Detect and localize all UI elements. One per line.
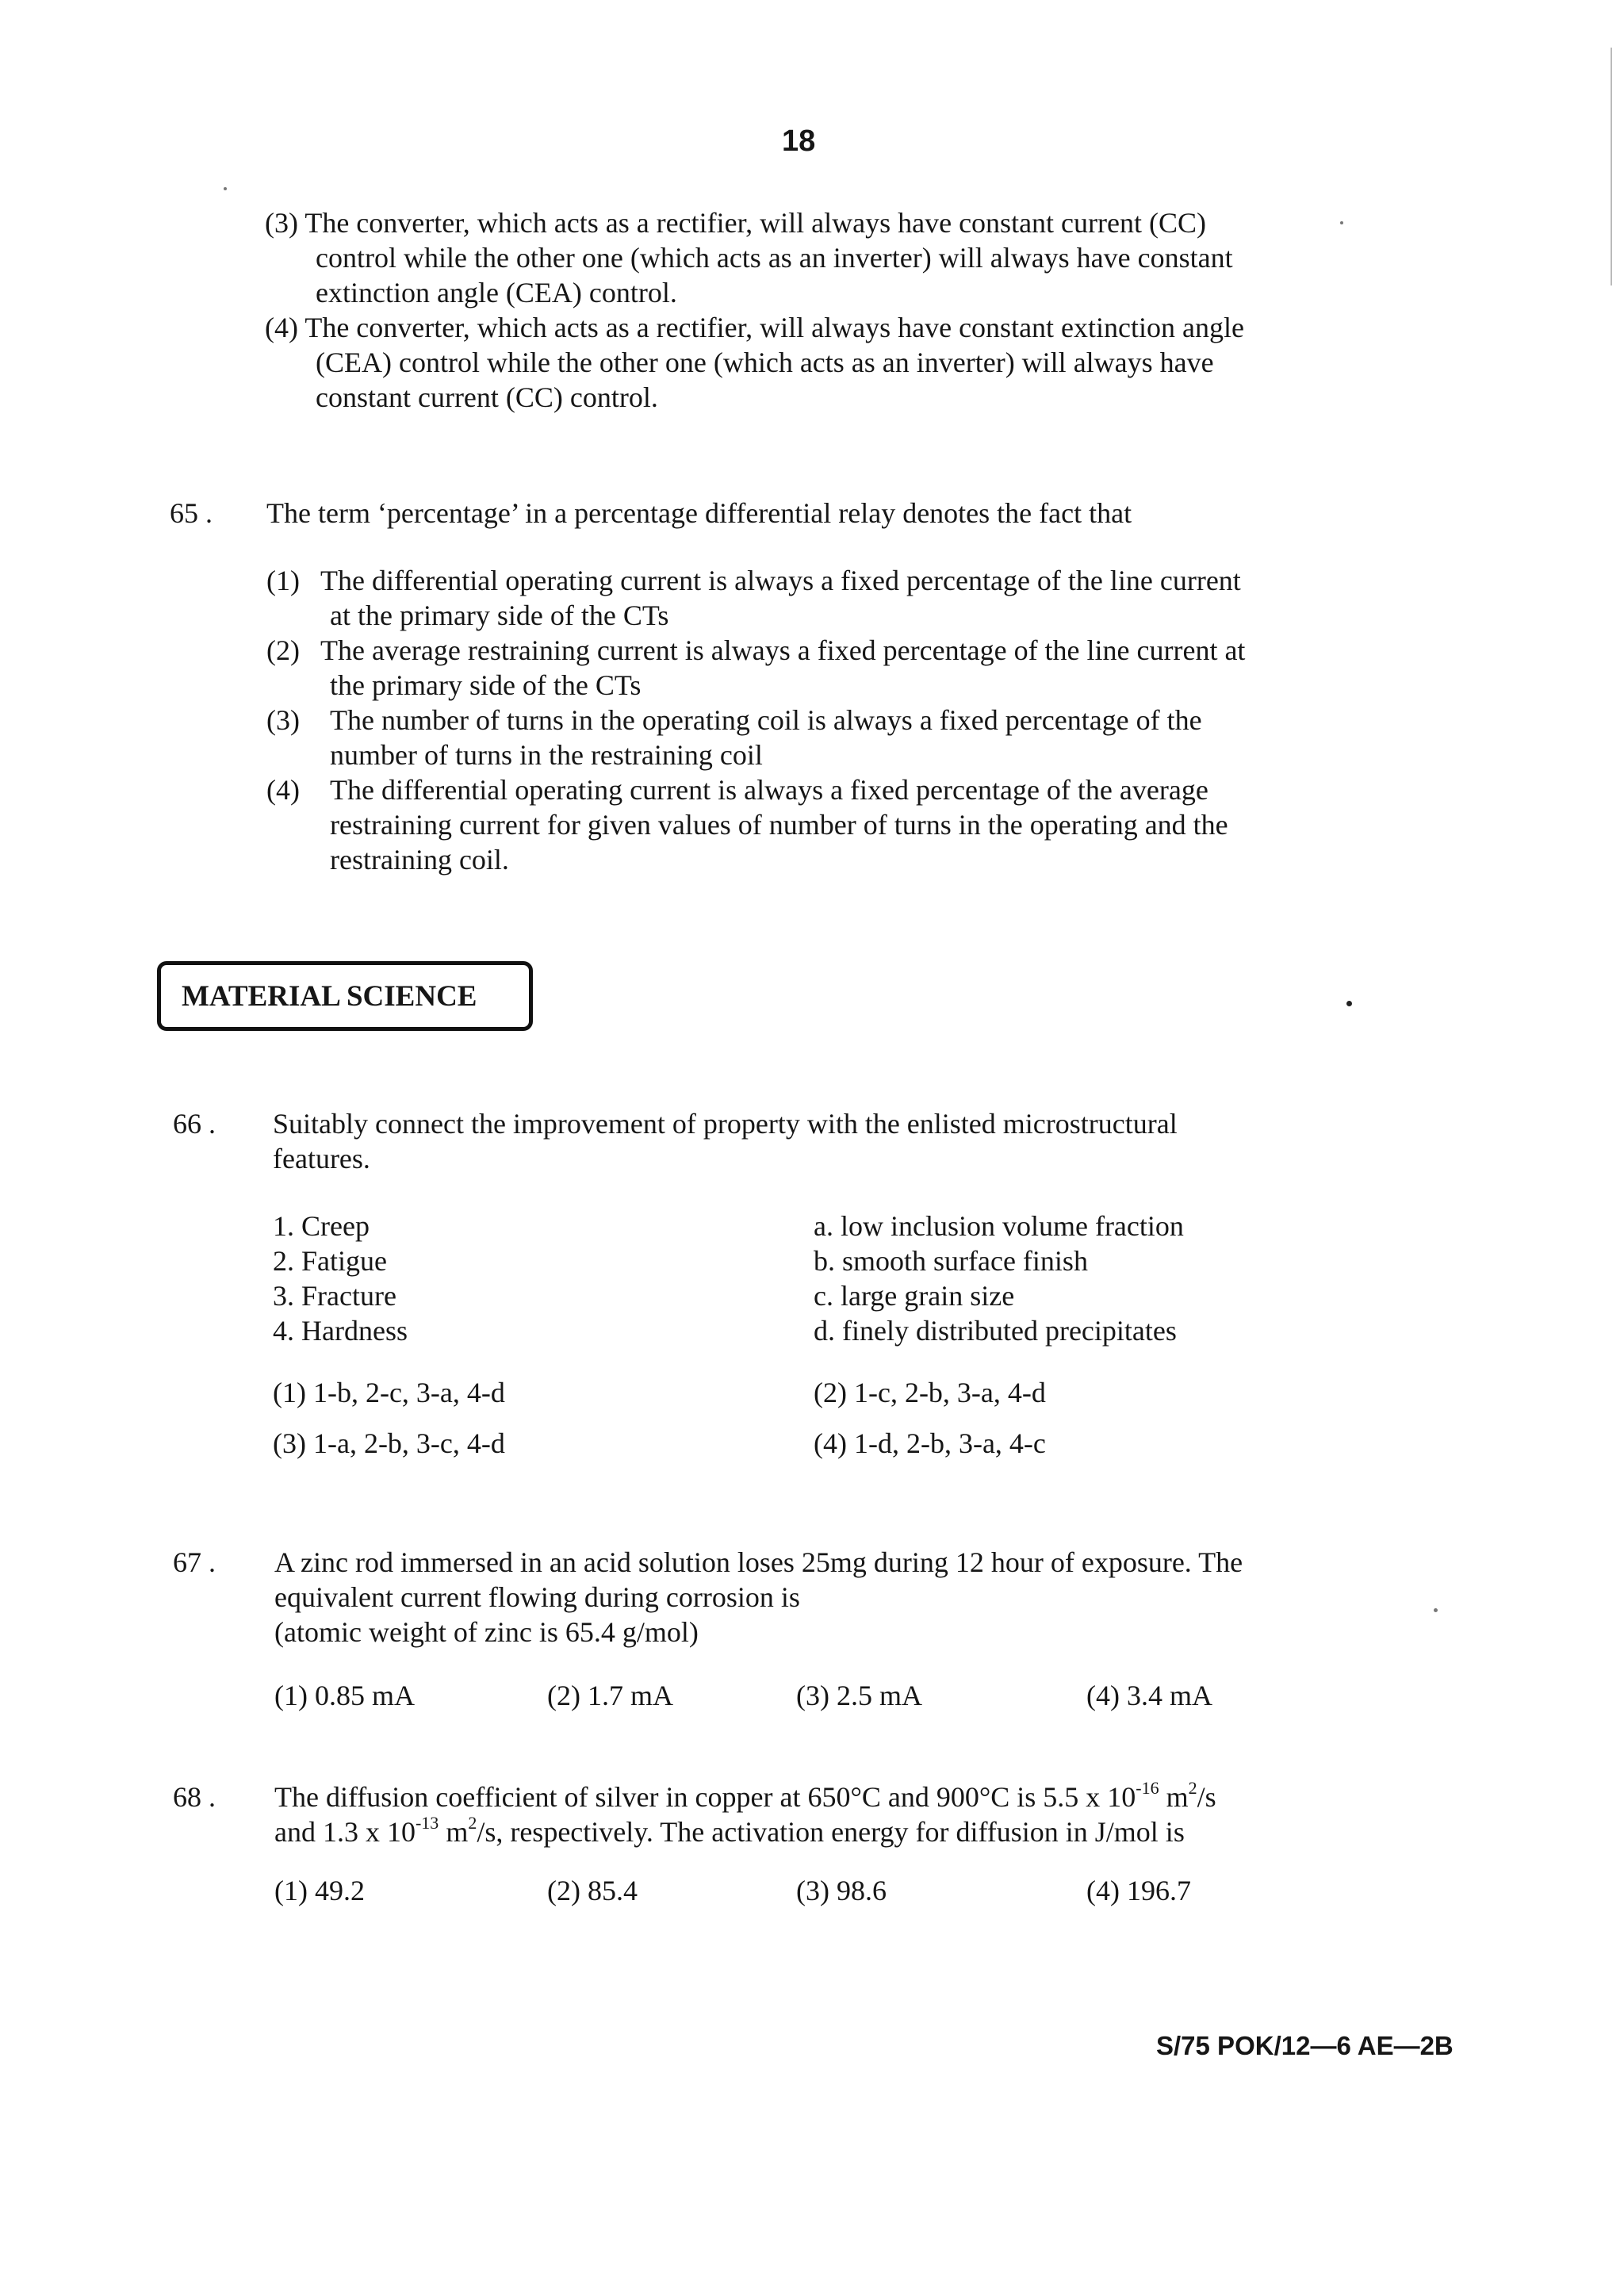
question-number: 67 .	[173, 1546, 216, 1578]
answer-option: (1) 0.85 mA	[274, 1680, 415, 1711]
scan-edge-line	[1611, 48, 1612, 285]
question-stem-line-1: The diffusion coefficient of silver in copper at 650°C and 900°C is 5.5 x $10^{-16}$ $m^2/s$	[274, 1778, 1216, 1813]
scan-speck	[1346, 1001, 1352, 1006]
answer-option: (1) 1-b, 2-c, 3-a, 4-d	[273, 1377, 505, 1408]
answer-option: (3) 98.6	[796, 1875, 887, 1906]
option-4-line-3: constant current (CC) control.	[316, 381, 658, 413]
option-text: restraining coil.	[330, 844, 509, 875]
footer-code: S/75 POK/12—6 AE—2B	[1156, 2031, 1454, 2060]
question-number: 65 .	[170, 497, 213, 529]
scan-speck	[224, 187, 227, 190]
option-4-line-1: (4) The converter, which acts as a rectifier, will always have constant extinction angle	[265, 312, 1244, 343]
option-text: The differential operating current is always a fixed percentage of the line current	[320, 565, 1241, 596]
option-text: the primary side of the CTs	[330, 669, 642, 701]
option-3-line-3: extinction angle (CEA) control.	[316, 277, 677, 308]
answer-option: (4) 196.7	[1086, 1875, 1191, 1906]
scan-speck	[1340, 221, 1343, 224]
answer-option: (4) 1-d, 2-b, 3-a, 4-c	[814, 1427, 1046, 1459]
question-number: 66 .	[173, 1108, 216, 1140]
question-stem-line-2: equivalent current flowing during corrosion is	[274, 1581, 800, 1613]
scan-speck	[1434, 1608, 1438, 1612]
match-right-item: b. smooth surface finish	[814, 1245, 1088, 1277]
question-stem: The term ‘percentage’ in a percentage differential relay denotes the fact that	[266, 497, 1132, 529]
question-stem-line-2: features.	[273, 1143, 370, 1174]
question-stem-line-1: A zinc rod immersed in an acid solution loses 25mg during 12 hour of exposure. The	[274, 1546, 1243, 1578]
answer-option: (3) 2.5 mA	[796, 1680, 922, 1711]
match-left-item: 4. Hardness	[273, 1315, 408, 1347]
answer-option: (3) 1-a, 2-b, 3-c, 4-d	[273, 1427, 505, 1459]
option-text: The differential operating current is always a fixed percentage of the average	[330, 774, 1208, 806]
answer-option: (2) 1-c, 2-b, 3-a, 4-d	[814, 1377, 1046, 1408]
option-text: The number of turns in the operating coil is always a fixed percentage of the	[330, 704, 1202, 736]
match-left-item: 1. Creep	[273, 1210, 370, 1242]
match-left-item: 2. Fatigue	[273, 1245, 387, 1277]
section-title: MATERIAL SCIENCE	[182, 980, 477, 1013]
answer-option: (2) 85.4	[547, 1875, 638, 1906]
match-right-item: d. finely distributed precipitates	[814, 1315, 1177, 1347]
option-4-line-2: (CEA) control while the other one (which acts as an inverter) will always have	[316, 347, 1214, 378]
answer-option: (4) 3.4 mA	[1086, 1680, 1212, 1711]
question-stem-line-1: Suitably connect the improvement of property with the enlisted microstructural	[273, 1108, 1178, 1140]
option-3-line-2: control while the other one (which acts as an inverter) will always have constant	[316, 242, 1233, 274]
match-right-item: a. low inclusion volume fraction	[814, 1210, 1184, 1242]
option-label: (3)	[266, 704, 300, 736]
answer-option: (1) 49.2	[274, 1875, 365, 1906]
section-header-box	[157, 961, 533, 1031]
option-text: The average restraining current is always a fixed percentage of the line current at	[320, 634, 1246, 666]
question-stem-line-2: and 1.3 x $10^{-13}$ $m^2/s$, respectively. The activation energy for diffusion in J/mol is	[274, 1813, 1185, 1848]
option-label: (4)	[266, 774, 300, 806]
option-text: at the primary side of the CTs	[330, 600, 669, 631]
option-text: number of turns in the restraining coil	[330, 739, 763, 771]
option-label: (1)	[266, 565, 300, 596]
answer-option: (2) 1.7 mA	[547, 1680, 673, 1711]
option-text: restraining current for given values of number of turns in the operating and the	[330, 809, 1228, 841]
question-stem-line-3: (atomic weight of zinc is 65.4 g/mol)	[274, 1616, 699, 1648]
option-3-line-1: (3) The converter, which acts as a rectifier, will always have constant current (CC)	[265, 207, 1206, 239]
match-right-item: c. large grain size	[814, 1280, 1015, 1312]
option-label: (2)	[266, 634, 300, 666]
match-left-item: 3. Fracture	[273, 1280, 396, 1312]
page-number: 18	[782, 125, 816, 158]
question-number: 68 .	[173, 1781, 216, 1813]
